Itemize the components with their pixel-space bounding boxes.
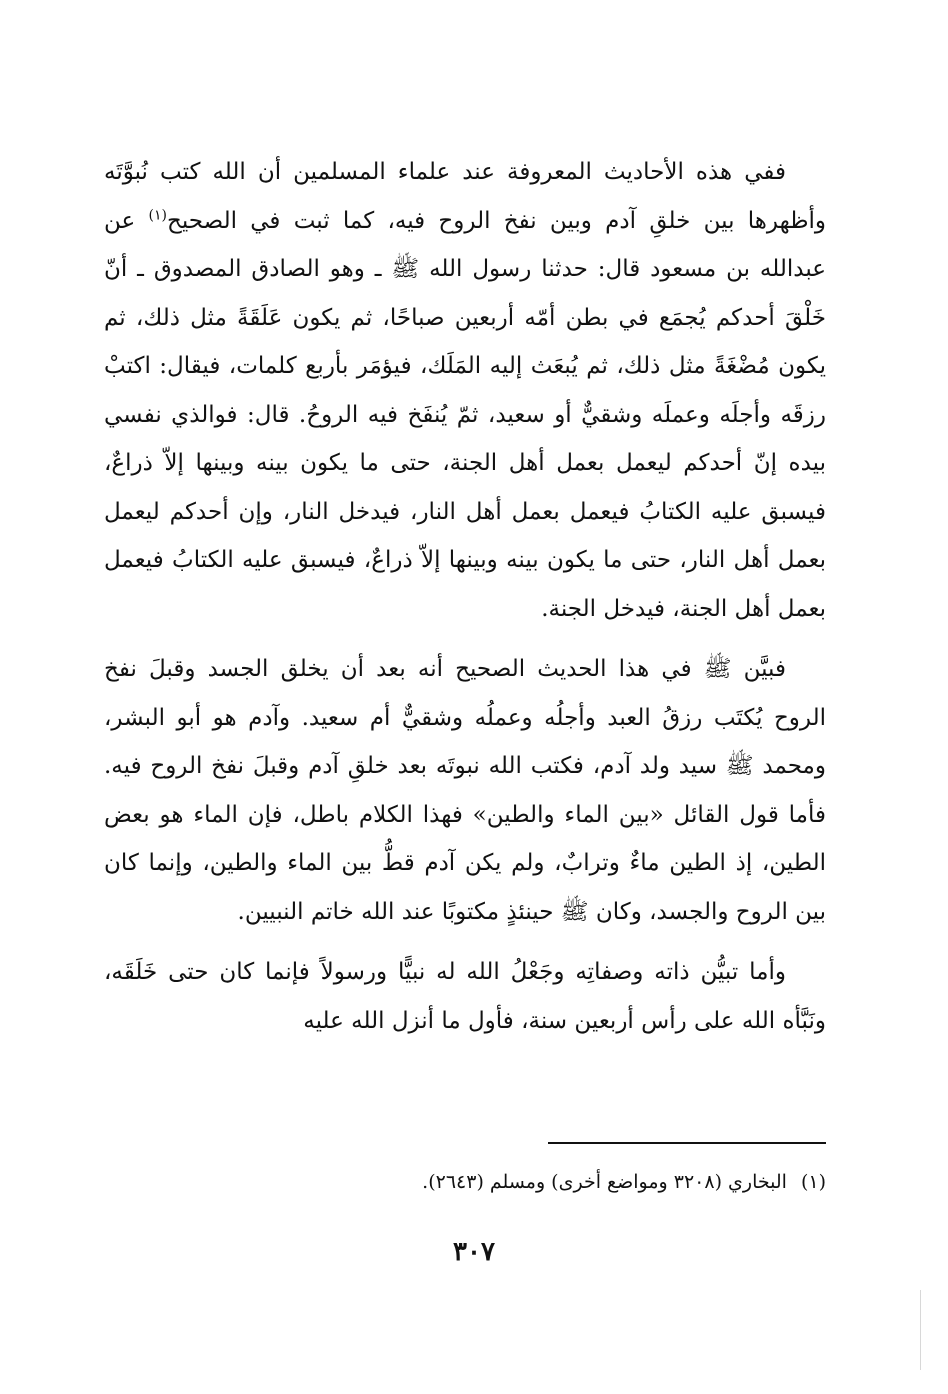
footnote-number: (١) xyxy=(800,1171,826,1193)
page-number: ٣٠٧ xyxy=(453,1237,495,1267)
paragraph-2: فبيَّن ﷺ في هذا الحديث الصحيح أنه بعد أن يخلق الجسد وقبلَ نفخ الروح يُكتَب رزقُ العبد وأجلُه وعملُه وشقيٌّ أم سعيد. وآدم هو أبو البشر، ومحمد ﷺ سيد ولد آدم، فكتب الله نبوتَه بعد خلقِ آدم وقبلَ نفخ الروح فيه. فأما قول القائل «بين الماء والطين» فهذا الكلام باطل، فإن الماء هو بعض الطين، إذ الطين ماءٌ وترابٌ، ولم يكن آدم قطُّ بين الماء والطين، وإنما كان بين الروح والجسد، وكان ﷺ حينئذٍ مكتوبًا عند الله خاتم النبيين. xyxy=(104,656,826,925)
footnote-text: البخاري (٣٢٠٨ ومواضع أخرى) ومسلم (٢٦٤٣). xyxy=(422,1171,787,1193)
paragraph-1-body: عن عبدالله بن مسعود قال: حدثنا رسول الله ﷺ ـ وهو الصادق المصدوق ـ أنّ خَلْقَ أحدكم يُجمَع في بطن أمّه أربعين صباحًا، ثم يكون عَلَقَةً مثل ذلك، ثم يكون مُضْغَةً مثل ذلك، ثم يُبعَث إليه المَلَك، فيؤمَر بأربع كلمات، فيقال: اكتبْ رزقَه وأجلَه وعملَه وشقيٌّ أو سعيد، ثمّ يُنفَخ فيه الروحُ. قال: فوالذي نفسي بيده إنّ أحدكم ليعمل بعمل أهل الجنة، حتى ما يكون بينه وبينها إلاّ ذراعٌ، فيسبق عليه الكتابُ فيعمل بعمل أهل النار، فيدخل النار، وإن أحدكم ليعمل بعمل أهل النار، حتى ما يكون بينه وبينها إلاّ ذراعٌ، فيسبق عليه الكتابُ فيعمل بعمل أهل الجنة، فيدخل الجنة. xyxy=(104,207,826,622)
paragraph-1 xyxy=(104,148,826,633)
scan-edge-mark xyxy=(920,1290,921,1370)
main-text xyxy=(104,148,826,1057)
paragraph-3: وأما تبيُّن ذاته وصفاتِه وجَعْلُ الله له نبيًّا ورسولاً فإنما كان حتى خَلَقَه، ونَبَّأه الله على رأس أربعين سنة، فأول ما أنزل الله عليه xyxy=(104,959,826,1034)
footnote-divider xyxy=(548,1142,826,1144)
footnote-reference[interactable]: (١) xyxy=(148,206,167,223)
paragraph-1-opening: ففي هذه الأحاديث المعروفة عند علماء المسلمين أن الله كتب نُبوَّتَه وأظهرها بين خلقِ آدم وبين نفخ الروح فيه، كما ثبت في الصحيح xyxy=(104,159,826,234)
footnote xyxy=(104,1166,826,1198)
